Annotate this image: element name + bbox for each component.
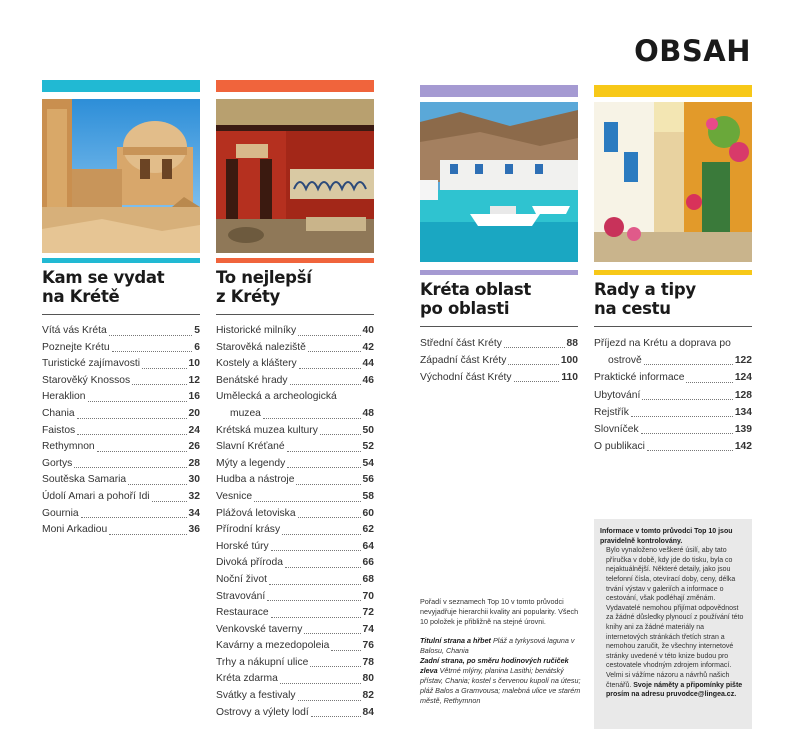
toc-item[interactable]: Západní část Kréty 100 — [420, 355, 578, 366]
toc-item[interactable]: Kostely a kláštery 44 — [216, 358, 374, 370]
fortress-dome-photo — [42, 99, 200, 253]
section-underline — [594, 270, 752, 275]
toc-item[interactable]: Benátské hrady 46 — [216, 374, 374, 386]
section-best-of — [216, 80, 374, 721]
toc-item[interactable]: Střední část Kréty 88 — [420, 338, 578, 349]
toc-item[interactable]: Gournia 34 — [42, 507, 200, 519]
toc-item[interactable]: Ostrovy a výlety lodí 84 — [216, 706, 374, 718]
toc-item[interactable]: Gortys 28 — [42, 457, 200, 469]
info-body: Bylo vynaloženo veškeré úsilí, aby tato příručka v době, kdy jde do tisku, byla co nejaktuálnější. Některé detaily, jako jsou telefonní čísla, otevírací doby, ceny, délka trvání výstav v galeriích a informace o cestování, však podléhají změnám. Vydavatelé nemohou přijímat odpovědnost za žádné důsledky plynoucí z používání této knihy ani za žádné materiály na internetových stránkách třetích stran a nemohou zaručit, že všechny internetové stránky uvedené v této knize budou pro cestovatele vhodným zdrojem informací. Velmi si vážíme názoru a návrhů našich čtenářů. Svoje náměty a připomínky pište prosím na adresu pruvodce@lingea.cz. — [606, 547, 744, 699]
toc-item[interactable]: Soutěska Samaria 30 — [42, 474, 200, 486]
toc-item[interactable]: Slovníček 139 — [594, 424, 752, 436]
toc-item[interactable]: Svátky a festivaly 82 — [216, 690, 374, 702]
toc-item[interactable]: Vítá vás Kréta 5 — [42, 325, 200, 336]
toc-item[interactable]: Stravování 70 — [216, 590, 374, 602]
knossos-palace-photo — [216, 99, 374, 253]
toc-item[interactable]: Umělecká a archeologická muzea 48 — [216, 391, 374, 419]
info-heading: Informace v tomto průvodci Top 10 jsou pravidelně kontrolovány. — [600, 528, 733, 545]
section-underline — [42, 258, 200, 263]
section-tips — [594, 85, 752, 455]
toc-item[interactable]: Rethymnon 26 — [42, 441, 200, 453]
toc-item[interactable]: Noční život 68 — [216, 573, 374, 585]
toc-item[interactable]: Chania 20 — [42, 407, 200, 419]
toc-list — [216, 323, 374, 721]
section-color-bar — [420, 85, 578, 97]
section-title: Rady a tipy na cestu — [594, 280, 696, 318]
credits-note — [420, 597, 588, 706]
section-title: Kréta oblast po oblasti — [420, 280, 531, 318]
page-title: OBSAH — [634, 34, 751, 68]
title-divider — [42, 314, 200, 315]
toc-item[interactable]: Historické milníky 40 — [216, 325, 374, 336]
toc-item[interactable]: Horské túry 64 — [216, 540, 374, 552]
toc-item[interactable]: Slavní Kréťané 52 — [216, 441, 374, 453]
title-divider — [420, 326, 578, 327]
toc-item[interactable]: Ubytování 128 — [594, 389, 752, 401]
cover-credit: Titulní strana a hřbet Pláž a tyrkysová laguna v Balosu, Chania Zadní strana, po směru hodinových ručiček zleva Větrné mlýny, planina Lasithi; benátský přístav, Chania; kostel s červenou kupolí na útesu; pláž Balos a Gramvousa; malebná ulice ve starém městě, Rethymnon — [420, 636, 581, 705]
section-by-region — [420, 85, 578, 386]
toc-item[interactable]: Kréta zdarma 80 — [216, 673, 374, 685]
toc-item[interactable]: Krétská muzea kultury 50 — [216, 424, 374, 436]
toc-item[interactable]: Mýty a legendy 54 — [216, 457, 374, 469]
toc-item[interactable]: Údolí Amari a pohoří Idi 32 — [42, 490, 200, 502]
harbour-boats-photo — [420, 102, 578, 262]
toc-item[interactable]: Starověká naleziště 42 — [216, 341, 374, 353]
toc-item[interactable]: Hudba a nástroje 56 — [216, 474, 374, 486]
toc-item[interactable]: Vesnice 58 — [216, 490, 374, 502]
toc-item[interactable]: Restaurace 72 — [216, 607, 374, 619]
section-underline — [216, 258, 374, 263]
section-color-bar — [594, 85, 752, 97]
toc-item[interactable]: Rejstřík 134 — [594, 406, 752, 418]
info-box — [594, 519, 752, 729]
toc-item[interactable]: Východní část Kréty 110 — [420, 372, 578, 383]
toc-item[interactable]: Příjezd na Krétu a doprava po ostrově 122 — [594, 338, 752, 367]
section-title: To nejlepší z Kréty — [216, 268, 312, 306]
toc-item[interactable]: Poznejte Krétu 6 — [42, 341, 200, 353]
toc-item[interactable]: Plážová letoviska 60 — [216, 507, 374, 519]
title-divider — [594, 326, 752, 327]
section-color-bar — [216, 80, 374, 92]
toc-list — [420, 335, 578, 386]
toc-item[interactable]: Kavárny a mezedopoleia 76 — [216, 640, 374, 652]
toc-item[interactable]: Heraklion 16 — [42, 391, 200, 403]
section-color-bar — [42, 80, 200, 92]
toc-item[interactable]: Faistos 24 — [42, 424, 200, 436]
toc-item[interactable]: Moni Arkadiou 36 — [42, 524, 200, 536]
toc-item[interactable]: Starověký Knossos 12 — [42, 374, 200, 386]
toc-item[interactable]: Přírodní krásy 62 — [216, 524, 374, 536]
toc-list — [42, 323, 200, 539]
info-footer: Svoje náměty a připomínky pište prosím na adresu pruvodce@lingea.cz. — [606, 681, 743, 699]
ranking-note: Pořadí v seznamech Top 10 v tomto průvodci nevyjadřuje hierarchii kvality ani popularity. Všech 10 položek je přibližně na stejné úrovni. — [420, 597, 579, 626]
title-divider — [216, 314, 374, 315]
toc-list — [594, 335, 752, 455]
toc-item[interactable]: O publikaci 142 — [594, 441, 752, 453]
section-underline — [420, 270, 578, 275]
toc-item[interactable]: Turistické zajímavosti 10 — [42, 358, 200, 370]
flower-alley-photo — [594, 102, 752, 262]
section-where-to-go — [42, 80, 200, 539]
toc-item[interactable]: Divoká příroda 66 — [216, 557, 374, 569]
toc-item[interactable]: Venkovské taverny 74 — [216, 623, 374, 635]
toc-item[interactable]: Praktické informace 124 — [594, 372, 752, 384]
toc-item[interactable]: Trhy a nákupní ulice 78 — [216, 656, 374, 668]
section-title: Kam se vydat na Krétě — [42, 268, 165, 306]
